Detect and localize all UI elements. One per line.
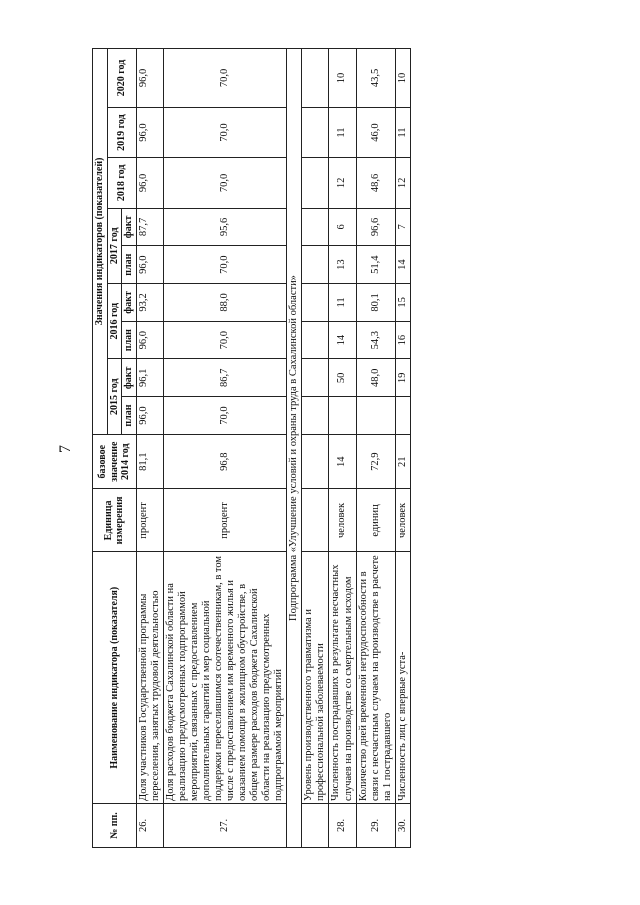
row-2018: 12: [395, 158, 410, 208]
header-plan: план: [122, 321, 137, 359]
row-unit: процент: [163, 489, 287, 552]
row-2018: 48,6: [356, 158, 395, 208]
header-2015: 2015 год: [107, 359, 122, 434]
row-no: 26.: [136, 803, 163, 847]
row-fact-2015: 48,0: [356, 359, 395, 397]
row-no: [302, 803, 329, 847]
row-base: 14: [329, 434, 356, 489]
row-fact-2015: 50: [329, 359, 356, 397]
row-fact-2017: 7: [395, 208, 410, 246]
row-fact-2017: 87,7: [136, 208, 163, 246]
table-row: [356, 49, 395, 848]
row-2020: 70,0: [163, 49, 287, 108]
row-fact-2016: 93,2: [136, 284, 163, 322]
row-base: 21: [395, 434, 410, 489]
row-unit: человек: [329, 489, 356, 552]
row-2019: [302, 107, 329, 157]
row-plan-2015: [329, 397, 356, 435]
row-unit: процент: [136, 489, 163, 552]
row-plan-2016: [302, 321, 329, 359]
header-base: базовое значение 2014 год: [93, 434, 137, 489]
row-fact-2016: [302, 284, 329, 322]
row-fact-2015: 86,7: [163, 359, 287, 397]
table-row: [395, 49, 410, 848]
header-values-group: Значения индикаторов (показателей): [93, 49, 108, 435]
row-no: 28.: [329, 803, 356, 847]
row-name: Доля расходов бюджета Сахалинской области на реализацию предусмотренных подпрограммой мероприятий, связанных с предоставлением дополнительных гарантий и мер социальной поддержки переселившимся соотечественникам, в том числе с предоставлением им временного жилья и оказанием помощи в жилищном обустройстве, в общем размере расходов бюджета Сахалинской области на реализацию предусмотренных подпрограммой мероприятий: [163, 552, 287, 804]
row-no: 29.: [356, 803, 395, 847]
row-unit: [302, 489, 329, 552]
row-fact-2016: 11: [329, 284, 356, 322]
row-fact-2016: 80,1: [356, 284, 395, 322]
row-2019: 46,0: [356, 107, 395, 157]
row-name: Численность пострадавших в результате несчастных случаев на производстве со смертельным исходом: [329, 552, 356, 804]
table-row: [136, 49, 163, 848]
row-fact-2015: 19: [395, 359, 410, 397]
section-row: [287, 49, 302, 848]
header-no: № пп.: [93, 803, 137, 847]
header-2019: 2019 год: [107, 107, 136, 157]
row-2019: 96,0: [136, 107, 163, 157]
row-fact-2016: 88,0: [163, 284, 287, 322]
header-2017: 2017 год: [107, 208, 122, 283]
row-fact-2017: [302, 208, 329, 246]
row-plan-2016: 16: [395, 321, 410, 359]
table-row: [329, 49, 356, 848]
row-name: Доля участников Государственной программы переселения, занятых трудовой деятельностью: [136, 552, 163, 804]
row-plan-2016: 14: [329, 321, 356, 359]
row-2018: 96,0: [136, 158, 163, 208]
row-2019: 70,0: [163, 107, 287, 157]
row-plan-2016: 96,0: [136, 321, 163, 359]
row-plan-2016: 54,3: [356, 321, 395, 359]
row-2018: [302, 158, 329, 208]
row-plan-2016: 70,0: [163, 321, 287, 359]
row-fact-2015: 96,1: [136, 359, 163, 397]
row-plan-2017: [302, 246, 329, 284]
indicators-table: [92, 48, 411, 848]
row-name: Численность лиц с впервые уста-: [395, 552, 410, 804]
header-2016: 2016 год: [107, 284, 122, 359]
row-plan-2015: [356, 397, 395, 435]
row-fact-2016: 15: [395, 284, 410, 322]
header-name: Наименование индикатора (показателя): [93, 552, 137, 804]
row-plan-2017: 70,0: [163, 246, 287, 284]
row-base: [302, 434, 329, 489]
section-title: Подпрограмма «Улучшение условий и охраны труда в Сахалинской области»: [287, 49, 302, 848]
row-no: 27.: [163, 803, 287, 847]
rotated-table-container: [92, 48, 624, 848]
row-2020: 43,5: [356, 49, 395, 108]
header-row-1: [93, 49, 108, 848]
row-no: 30.: [395, 803, 410, 847]
header-2020: 2020 год: [107, 49, 136, 108]
row-plan-2015: [302, 397, 329, 435]
row-fact-2015: [302, 359, 329, 397]
row-name: Уровень производственного травматизма и профессиональной заболеваемости: [302, 552, 329, 804]
header-plan: план: [122, 246, 137, 284]
row-base: 96,8: [163, 434, 287, 489]
row-plan-2017: 13: [329, 246, 356, 284]
row-base: 72,9: [356, 434, 395, 489]
row-2020: 10: [395, 49, 410, 108]
row-plan-2017: 96,0: [136, 246, 163, 284]
row-base: 81,1: [136, 434, 163, 489]
header-2018: 2018 год: [107, 158, 136, 208]
header-fact: факт: [122, 359, 137, 397]
header-fact: факт: [122, 284, 137, 322]
row-fact-2017: 95,6: [163, 208, 287, 246]
row-unit: человек: [395, 489, 410, 552]
header-unit: Единица измерения: [93, 489, 137, 552]
row-plan-2015: [395, 397, 410, 435]
row-fact-2017: 96,6: [356, 208, 395, 246]
row-2020: [302, 49, 329, 108]
row-2019: 11: [395, 107, 410, 157]
row-plan-2015: 70,0: [163, 397, 287, 435]
row-2020: 10: [329, 49, 356, 108]
row-2019: 11: [329, 107, 356, 157]
row-plan-2017: 14: [395, 246, 410, 284]
row-plan-2017: 51,4: [356, 246, 395, 284]
row-fact-2017: 6: [329, 208, 356, 246]
row-unit: единиц: [356, 489, 395, 552]
table-row: [302, 49, 329, 848]
row-2020: 96,0: [136, 49, 163, 108]
header-fact: факт: [122, 208, 137, 246]
row-2018: 70,0: [163, 158, 287, 208]
row-name: Количество дней временной нетрудоспособности в связи с несчастным случаем на производстве в расчете на 1 пострадавшего: [356, 552, 395, 804]
page-number: 7: [57, 445, 74, 453]
row-2018: 12: [329, 158, 356, 208]
header-plan: план: [122, 397, 137, 435]
table-row: [163, 49, 287, 848]
row-plan-2015: 96,0: [136, 397, 163, 435]
